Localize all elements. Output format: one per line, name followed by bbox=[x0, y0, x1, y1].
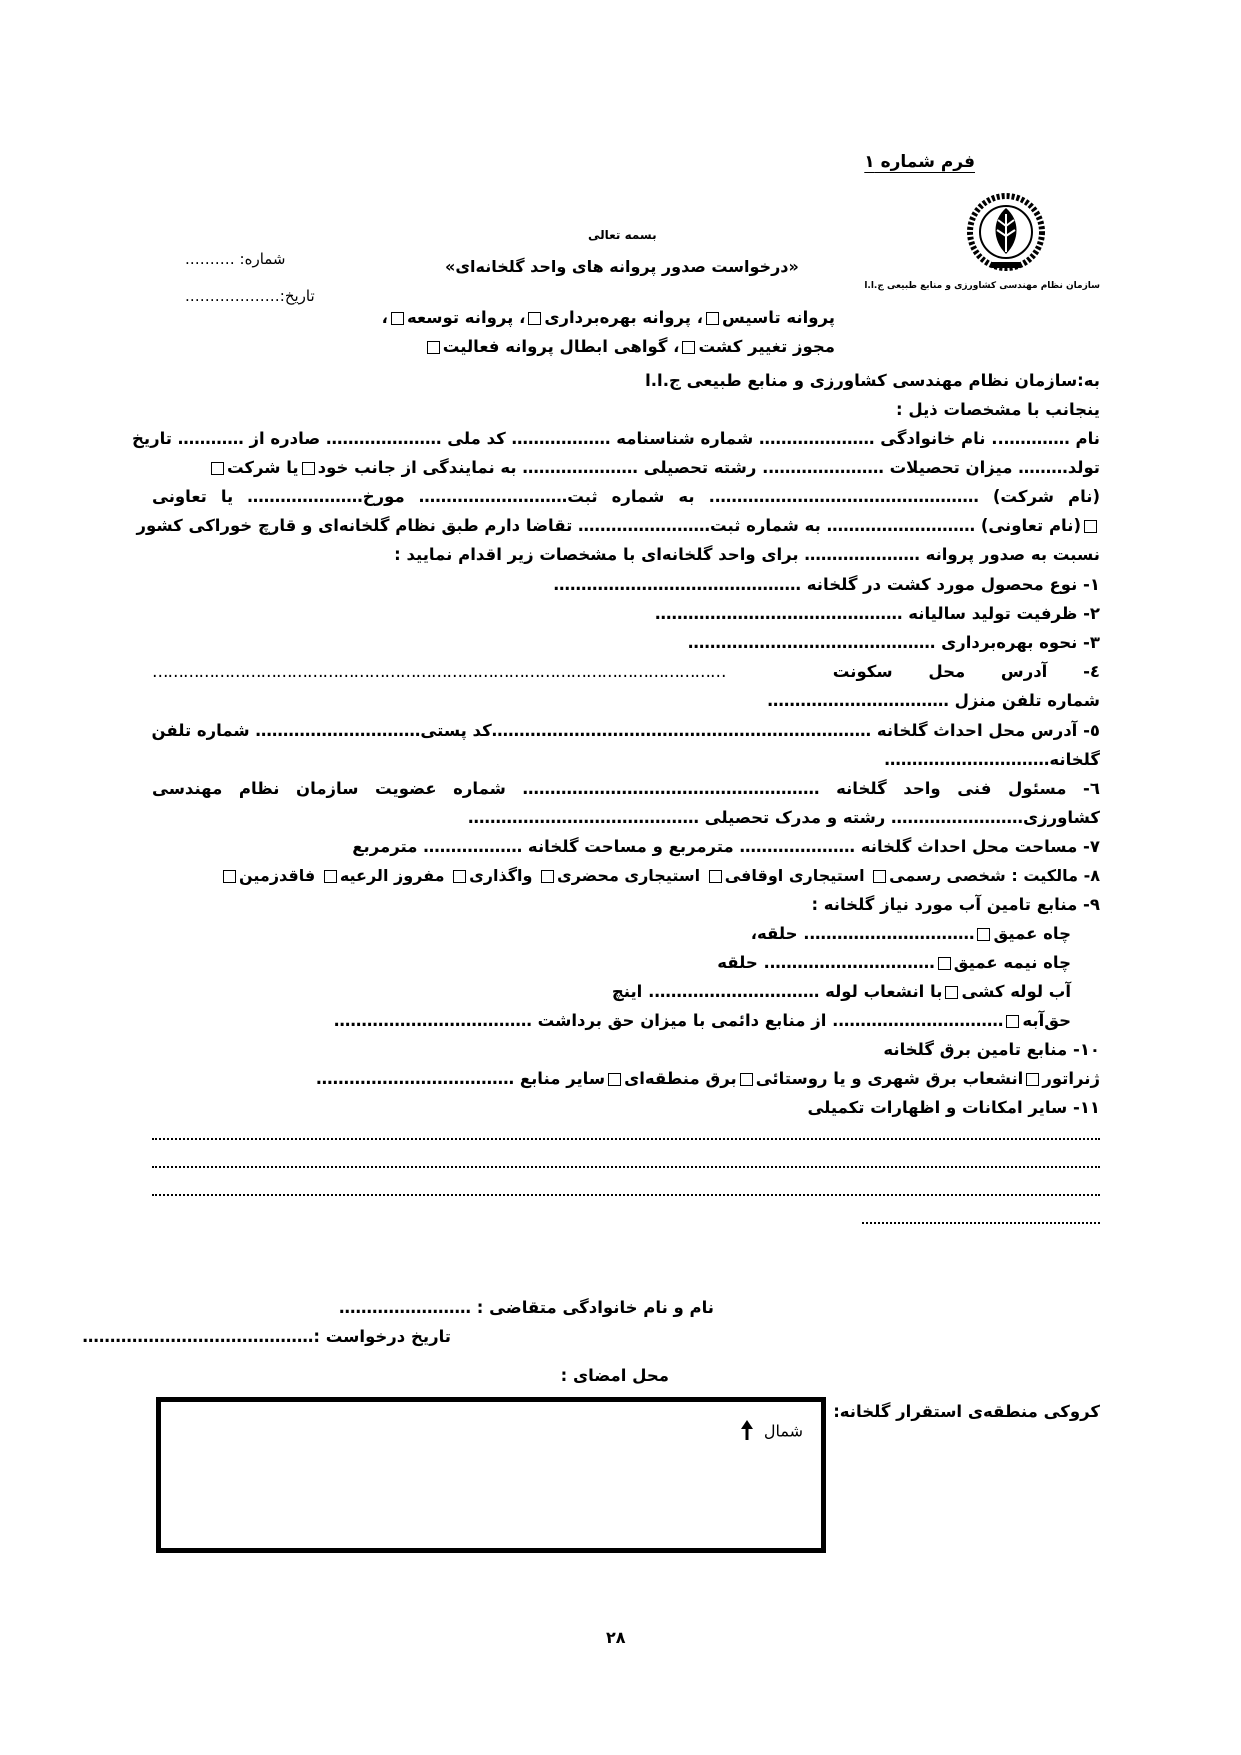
applicant-line4[interactable]: (نام تعاونی) ……………………… به شماره ثبت…………………… تقاضا دارم طبق نظام گلخانه‌ای و قارچ خوراکی کشور bbox=[152, 516, 1100, 535]
power-options: ژنراتورانشعاب برق شهری و یا روستائیبرق منطقه‌ایسایر منابع ……………………………… bbox=[316, 1069, 1100, 1088]
date-field[interactable]: تاریخ:………………. bbox=[185, 287, 315, 305]
item-8-ownership: ۸- مالکیت : شخصی رسمی استیجاری اوقافی استیجاری محضری واگذاری مفروز الرعیه فاقدزمین bbox=[220, 866, 1100, 885]
checkbox-development[interactable] bbox=[391, 312, 404, 325]
item-5[interactable]: ٥- آدرس محل احداث گلخانه ……………………………………………………………کد پستی………………………… شماره تلفن bbox=[151, 721, 1100, 740]
item-4-phone[interactable]: شماره تلفن منزل …………………………… bbox=[767, 691, 1100, 710]
checkbox-semi-deep-well[interactable] bbox=[938, 957, 951, 970]
checkbox-ownership-none[interactable] bbox=[223, 870, 236, 883]
checkbox-ownership-subdivided[interactable] bbox=[324, 870, 337, 883]
checkbox-generator[interactable] bbox=[1026, 1073, 1039, 1086]
checkbox-ownership-endowment[interactable] bbox=[709, 870, 722, 883]
item-4-label: ٤- آدرس محل سکونت bbox=[832, 662, 1100, 681]
item-5-cont[interactable]: گلخانه………………………… bbox=[884, 750, 1100, 769]
form-number: فرم شماره ۱ bbox=[864, 152, 975, 172]
applicant-line1[interactable]: نام ………….. نام خانوادگی ………………… شماره شناسنامه ……………… کد ملی ………………… صادره از ………… تاریخ bbox=[132, 429, 1100, 448]
notes-line-4[interactable] bbox=[862, 1222, 1100, 1224]
org-logo bbox=[962, 190, 1050, 278]
item-1[interactable]: ۱- نوع محصول مورد کشت در گلخانه ……………………………………… bbox=[553, 575, 1100, 594]
water-semi-deep-well: چاه نیمه عمیق…………………………. حلقه bbox=[717, 953, 1071, 972]
item-2[interactable]: ۲- ظرفیت تولید سالیانه ……………………………………… bbox=[655, 604, 1100, 623]
checkbox-operation[interactable] bbox=[528, 312, 541, 325]
license-types-line1: پروانه تاسیس، پروانه بهره‌برداری، پروانه توسعه، bbox=[381, 308, 835, 327]
north-arrow-icon bbox=[741, 1420, 753, 1444]
item-4-dots[interactable]: ………………………………………………………………………………………………… bbox=[152, 662, 726, 681]
applicant-line2[interactable]: تولد……… میزان تحصیلات …………………. رشته تحصیلی ………………… به نمایندگی از جانب خودیا شرکت bbox=[208, 458, 1100, 477]
checkbox-cooperative[interactable] bbox=[1084, 520, 1097, 533]
checkbox-company[interactable] bbox=[211, 462, 224, 475]
form-title: «درخواست صدور پروانه های واحد گلخانه‌ای» bbox=[445, 257, 799, 276]
north-indicator: شمال bbox=[741, 1420, 803, 1444]
checkbox-ownership-official[interactable] bbox=[873, 870, 886, 883]
item-7[interactable]: ۷- مساحت محل احداث گلخانه ………………… مترمربع و مساحت گلخانه ……………… مترمربع bbox=[352, 837, 1100, 856]
checkbox-ownership-notary[interactable] bbox=[541, 870, 554, 883]
notes-line-1[interactable] bbox=[152, 1138, 1100, 1140]
applicant-name[interactable]: نام و نام خانوادگی متقاضی : …………………… bbox=[339, 1298, 714, 1317]
bismillah: بسمه تعالی bbox=[588, 228, 657, 242]
checkbox-regional-power[interactable] bbox=[608, 1073, 621, 1086]
applicant-line3[interactable]: (نام شرکت) …………………………………………. به شماره ثبت……………………… مورخ………………… یا تعاونی bbox=[152, 487, 1100, 506]
checkbox-deep-well[interactable] bbox=[977, 928, 990, 941]
sketch-label: کروکی منطقه‌ی استقرار گلخانه: bbox=[833, 1402, 1100, 1421]
sketch-box[interactable] bbox=[156, 1397, 826, 1553]
notes-line-3[interactable] bbox=[152, 1194, 1100, 1196]
page-number: ۲۸ bbox=[606, 1628, 626, 1647]
notes-line-2[interactable] bbox=[152, 1166, 1100, 1168]
item-6[interactable]: ٦- مسئول فنی واحد گلخانه ……………………………………………… شماره عضویت سازمان نظام مهندسی bbox=[152, 779, 1100, 798]
item-3[interactable]: ۳- نحوه بهره‌برداری ……………………………………… bbox=[687, 633, 1100, 652]
item-6-cont[interactable]: کشاورزی…………………… رشته و مدرک تحصیلی …………………………………… bbox=[467, 808, 1100, 827]
license-types-line2: مجوز تغییر کشت، گواهی ابطال پروانه فعالیت bbox=[424, 337, 835, 356]
checkbox-water-right[interactable] bbox=[1006, 1015, 1019, 1028]
org-caption: سازمان نظام مهندسی کشاورزی و منابع طبیعی ج.ا.ا bbox=[864, 281, 1100, 291]
water-piped: آب لوله کشیبا انشعاب لوله …………………………. اینچ bbox=[611, 982, 1071, 1001]
request-date[interactable]: تاریخ درخواست :…………………………………… bbox=[82, 1327, 451, 1346]
wreath-leaf-icon bbox=[962, 190, 1050, 278]
checkbox-grid-power[interactable] bbox=[740, 1073, 753, 1086]
number-field[interactable]: شماره: ………. bbox=[185, 250, 286, 268]
checkbox-crop-change[interactable] bbox=[682, 341, 695, 354]
applicant-line5[interactable]: نسبت به صدور پروانه ………………… برای واحد گلخانه‌ای با مشخصات زیر اقدام نمایید : bbox=[394, 545, 1100, 564]
signature-label: محل امضای : bbox=[560, 1366, 669, 1385]
water-right: حق‌آبه…………………………. از منابع دائمی با میزان حق برداشت ……………………………… bbox=[333, 1011, 1071, 1030]
addressee: به:سازمان نظام مهندسی کشاورزی و منابع طبیعی ج.ا.ا bbox=[645, 371, 1100, 390]
water-deep-well: چاه عمیق…………………………. حلقه، bbox=[750, 924, 1071, 943]
intro: ینجانب با مشخصات ذیل : bbox=[896, 400, 1100, 419]
checkbox-self[interactable] bbox=[302, 462, 315, 475]
checkbox-piped-water[interactable] bbox=[945, 986, 958, 999]
checkbox-cancellation[interactable] bbox=[427, 341, 440, 354]
item-11: ۱۱- سایر امکانات و اظهارات تکمیلی bbox=[807, 1098, 1100, 1117]
checkbox-establishment[interactable] bbox=[706, 312, 719, 325]
item-9: ۹- منابع تامین آب مورد نیاز گلخانه : bbox=[811, 895, 1100, 914]
item-10: ۱۰- منابع تامین برق گلخانه bbox=[883, 1040, 1100, 1059]
checkbox-ownership-assigned[interactable] bbox=[453, 870, 466, 883]
